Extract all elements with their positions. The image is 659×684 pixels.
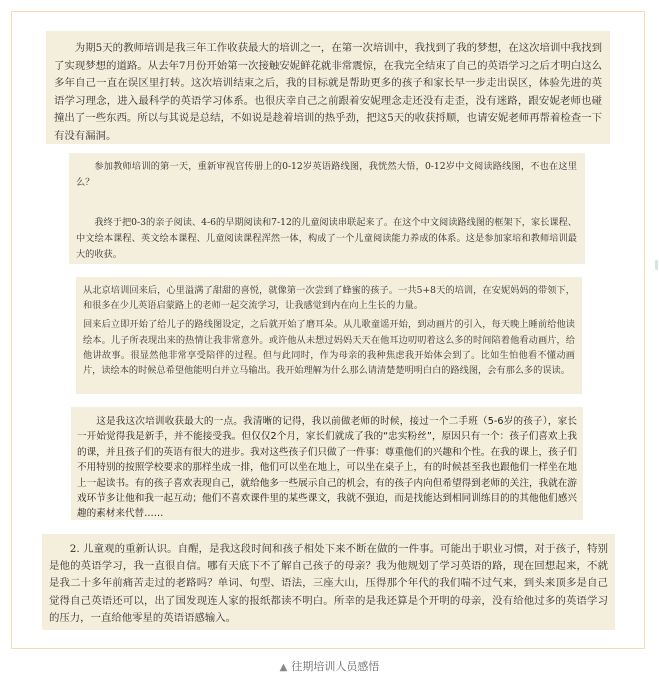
note-card-1 — [46, 31, 610, 144]
note-card-2 — [69, 153, 585, 264]
caption-text: 往期培训人员感悟 — [291, 660, 380, 673]
note-paragraph: 为期5天的教师培训是我三年工作收获最大的培训之一，在第一次培训中，我找到了我的梦想，在这次培训中我找到了实现梦想的道路。从去年7月份开始第一次接触安妮鲜花就非常震惊，在我完全结束了自己的英语学习之后才明白这么多年自己一直在误区里打转。这次培训结束之后，我的目标就是帮助更多的孩子和家长早一步走出误区，体验先进的英语学习理念，进入最科学的英语学习体系。也很庆幸自己之前跟着安妮理念走还没有走歪，没有迷路，跟安妮老师也碰撞出了一些东西。所以与其说是总结，不如说是趁着培训的热乎劲，把这5天的收获捋顺，也请安妮老师再帮着检查一下有没有漏洞。 — [54, 42, 602, 142]
note-paragraph: 参加教师培训的第一天，重新审视官传册上的0-12岁英语路线图，我恍然大悟，0-12岁中文阅读路线图，不也在这里么？ — [76, 161, 577, 188]
note-card-4 — [71, 407, 583, 520]
image-caption — [0, 658, 659, 676]
note-paragraph: 我终于把0-3的亲子阅读、4-6的早期阅读和7-12的儿童阅读串联起来了。在这个中文阅读路线图的框架下，家长课程、中文绘本课程、英文绘本课程、儿童阅读课程浑然一体，构成了一个儿童阅读能力养成的体系。这是参加家培和教师培训最大的收获。 — [76, 217, 577, 260]
triangle-up-icon: ▲ — [279, 662, 288, 673]
note-paragraph: 从北京培训回来后，心里溢满了甜甜的喜悦，就像第一次尝到了蜂蜜的孩子。一共5+8天的培训，在安妮妈妈的带领下，和很多在少儿英语启蒙路上的老师一起交流学习，让我感觉到内在向上生长的力量。 — [83, 285, 575, 312]
note-card-5 — [42, 534, 615, 630]
note-paragraph: 这是我这次培训收获最大的一点。我清晰的记得，我以前做老师的时候，接过一个二手班（5-6岁的孩子），家长一开始觉得我是新手，并不能接受我。但仅仅2个月，家长们就成了我的“忠实粉丝”，原因只有一个：孩子们喜欢上我的课，并且孩子们的英语有很大的进步。我对这些孩子们只做了一件事：尊重他们的兴趣和个性。在我的课上，孩子们不用特别的按照学校要求的那样坐成一排，他们可以坐在地上，可以坐在桌子上，有的时候甚至我也跟他们一样坐在地上一起读书。有的孩子喜欢表现自己，就给他多一些展示自己的机会，有的孩子内向但希望得到老师的关注，我就在游戏环节多让他和我一起互动；他们不喜欢课件里的某些课文，我就不强迫，而是找能达到相同训练目的的其他他们感兴趣的素材来代替…… — [77, 416, 577, 520]
note-paragraph: 回来后立即开始了给儿子的路线图设定，之后就开始了磨耳朵。从儿歌童谣开始，到动画片的引入，每天晚上睡前给他读绘本。儿子所表现出来的热情让我非常意外。或许他从未想过妈妈天天在他耳边叨叨着这么多的时间陪着他看动画片，给他讲故事。很显然他非常享受陪伴的过程。但与此同时，作为母亲的我种焦虑我开始体会到了。比如生怕他看不懂动画片，读绘本的时候总希望他能明白并立马输出。我开始理解为什么那么请清楚楚明明白白的路线图，会有那么多的误读。 — [83, 319, 575, 377]
side-marker — [655, 260, 658, 270]
note-card-3 — [76, 277, 582, 394]
note-paragraph: 2. 儿童观的重新认识。自醒，是我这段时间和孩子相处下来不断在做的一件事。可能出于职业习惯，对于孩子，特别是他的英语学习，我一直很自信。哪有天底下不了解自己孩子的母亲？我为他规划了学习英语的路，现在回想起来，不就是我二十多年前痛苦走过的老路吗？单词、句型、语法，三座大山，压得那个年代的我们喘不过气来，到头来顶多是自己觉得自己英语还可以，出了国发现连人家的报纸都读不明白。所幸的是我还算是个开明的母亲，没有给他过多的英语学习的压力，一直给他零星的英语语感输入。 — [49, 543, 608, 624]
